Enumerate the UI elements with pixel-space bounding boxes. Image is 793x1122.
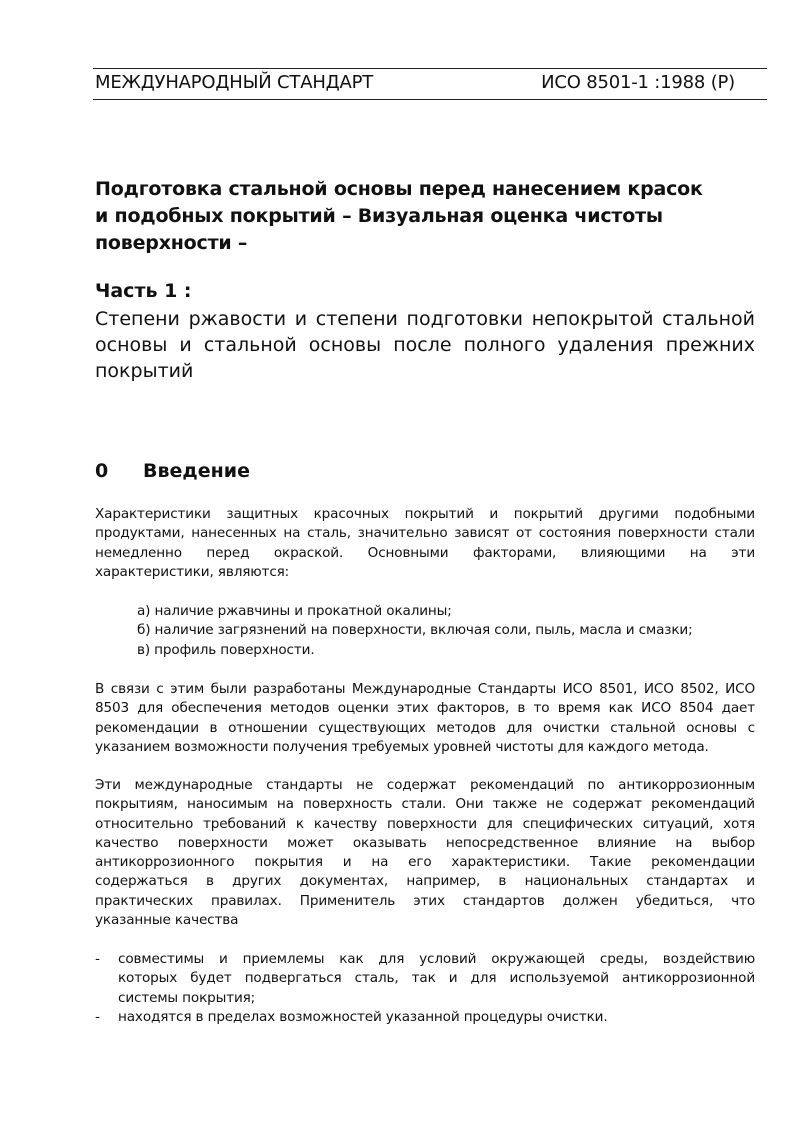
- paragraph-line: указанием возможности получения требуемых уровней чистоты для каждого метода.: [95, 738, 709, 755]
- title-line: Подготовка стальной основы перед нанесением красок: [95, 178, 703, 200]
- title-line: поверхности –: [95, 232, 248, 254]
- paragraph-line: немедленно перед окраской. Основными факторами, влияющими на эти: [95, 544, 755, 561]
- part-subtitle-line: Степени ржавости и степени подготовки непокрытой стальной: [95, 308, 755, 330]
- paragraph-line: находятся в пределах возможностей указанной процедуры очистки.: [118, 1009, 608, 1025]
- paragraph-line: В связи с этим были разработаны Международные Стандарты ИСО 8501, ИСО 8502, ИСО: [95, 681, 755, 697]
- paragraph-line: характеристики, являются:: [95, 563, 290, 580]
- title-line: и подобных покрытий – Визуальная оценка чистоты: [95, 205, 663, 227]
- dash-item-text: [118, 1008, 755, 1027]
- part-label: Часть 1 :: [95, 280, 192, 302]
- dash-marker: -: [95, 951, 100, 967]
- section-title: Введение: [143, 460, 250, 482]
- header-standard-type: МЕЖДУНАРОДНЫЙ СТАНДАРТ: [95, 72, 374, 93]
- paragraph-line: Эти международные стандарты не содержат рекомендаций по антикоррозионным: [95, 777, 755, 793]
- paragraph-line: рекомендации в отношении существующих методов для очистки стальной основы с: [95, 719, 755, 736]
- list-item: в) профиль поверхности.: [137, 641, 315, 658]
- list-item: б) наличие загрязнений на поверхности, включая соли, пыль, масла и смазки;: [137, 622, 693, 639]
- paragraph-line: качество поверхности может оказывать непосредственное влияние на выбор: [95, 834, 755, 851]
- list-item: а) наличие ржавчины и прокатной окалины;: [137, 603, 452, 619]
- paragraph-line: совместимы и приемлемы как для условий окружающей среды, воздействию: [118, 951, 755, 967]
- paragraph-line: указанные качества: [95, 912, 239, 929]
- paragraph-line: покрытиям, наносимым на поверхность стали. Они также не содержат рекомендаций: [95, 796, 755, 813]
- factors-list: [137, 602, 693, 660]
- part-subtitle-line: покрытий: [95, 360, 194, 382]
- document-title: [95, 176, 755, 257]
- paragraph-line: 8503 для обеспечения методов оценки этих факторов, в то время как ИСО 8504 дает: [95, 700, 755, 717]
- part-subtitle-line: основы и стальной основы после полного удаления прежних: [95, 334, 755, 356]
- paragraph-line: которых будет подвергаться сталь, так и для используемой антикоррозионной: [118, 970, 755, 987]
- paragraph-line: антикоррозионного покрытия и на его характеристики. Такие рекомендации: [95, 854, 755, 871]
- intro-paragraph-2: [95, 680, 755, 757]
- header-standard-number: ИСО 8501-1 :1988 (Р): [541, 72, 735, 93]
- part-subtitle: [95, 306, 755, 384]
- paragraph-line: системы покрытия;: [118, 989, 256, 1006]
- paragraph-line: Характеристики защитных красочных покрытий и покрытий другими подобными: [95, 506, 755, 522]
- paragraph-line: содержаться в других документах, например, в национальных стандартах и: [95, 873, 755, 890]
- intro-paragraph-3: [95, 776, 755, 930]
- paragraph-line: продуктами, нанесенных на сталь, значительно зависят от состояния поверхности стали: [95, 525, 755, 542]
- paragraph-line: относительно требований к качеству поверхности для специфических ситуаций, хотя: [95, 815, 755, 832]
- page-header: [93, 68, 767, 100]
- dash-marker: -: [95, 1009, 100, 1025]
- section-number: 0: [95, 460, 109, 482]
- dash-item-text: [118, 950, 755, 1008]
- intro-paragraph-1: [95, 505, 755, 582]
- paragraph-line: практических правилах. Применитель этих стандартов должен убедиться, что: [95, 892, 755, 909]
